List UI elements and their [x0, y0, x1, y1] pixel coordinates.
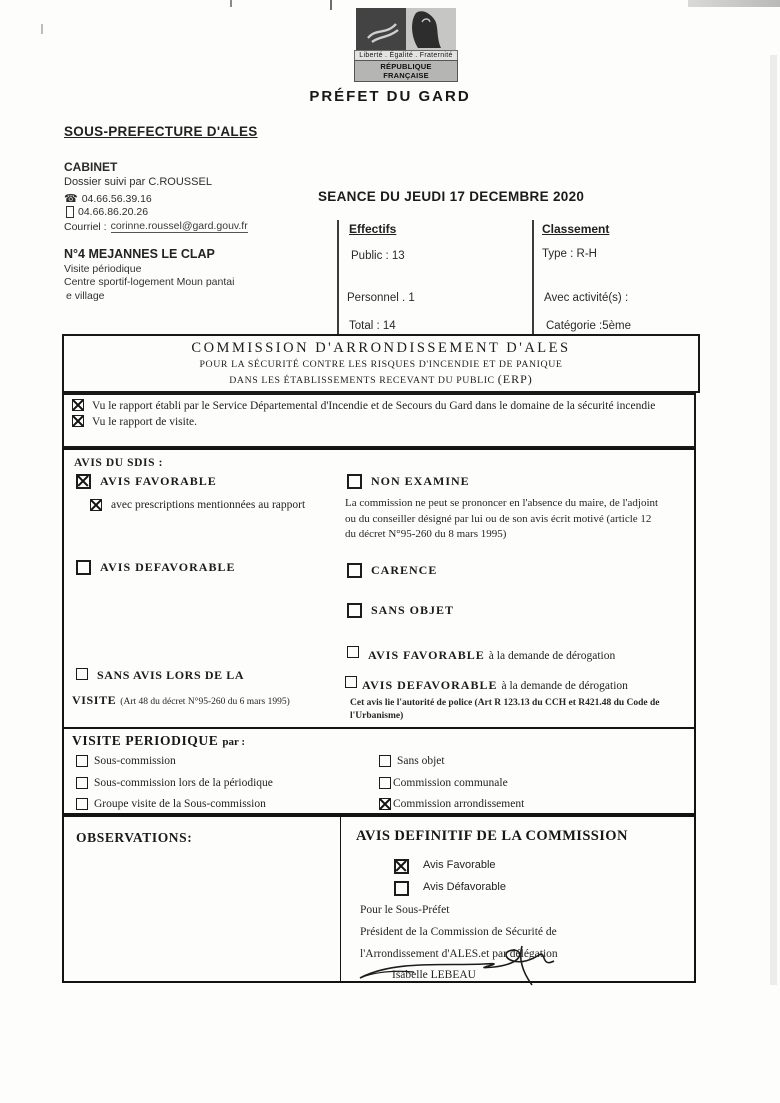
courriel-label: Courriel : [64, 220, 107, 233]
fax-icon [66, 206, 74, 218]
vu-rapport-sdis-row [72, 399, 686, 414]
sans-avis-label: SANS AVIS LORS DE LA [97, 668, 245, 682]
column-divider [340, 817, 341, 981]
sous-prefecture-title: SOUS-PREFECTURE D'ALES [64, 124, 258, 139]
fax-number: 04.66.86.20.26 [78, 206, 149, 218]
cabinet-label: CABINET [64, 160, 118, 174]
vp-commission-arrondissement-row [379, 798, 524, 810]
avis-favorable-row [76, 474, 217, 489]
sans-objet-row [347, 603, 454, 618]
vp-sous-commission-label: Sous-commission [94, 755, 176, 767]
vp-sans-objet-checkbox [379, 755, 391, 767]
observations-avis-box [62, 815, 696, 983]
dossier-suivi-line: Dossier suivi par C.ROUSSEL [64, 176, 212, 188]
courriel-line [64, 220, 248, 233]
vu-rapport-visite-checkbox [72, 415, 84, 427]
avis-definitif-favorable-row [394, 859, 496, 874]
non-examine-row [347, 474, 470, 489]
avis-defavorable-derogation-row [345, 676, 628, 694]
commission-title: COMMISSION D'ARRONDISSEMENT D'ALES [191, 340, 571, 356]
scan-artifact [770, 55, 777, 985]
avis-favorable-checkbox [76, 474, 91, 489]
avis-defavorable-label: AVIS DEFAVORABLE [100, 560, 236, 574]
classement-categorie: Catégorie :5ème [546, 320, 632, 332]
sans-avis-label2: VISITE [72, 693, 117, 707]
avis-defavorable-derogation-main: AVIS DEFAVORABLE [362, 678, 498, 692]
section-divider [64, 727, 694, 729]
sans-avis-ref: (Art 48 du décret N°95-260 du 6 mars 1995) [120, 697, 290, 707]
prescriptions-row [90, 499, 305, 511]
scan-artifact [230, 0, 232, 7]
vp-groupe-visite-label: Groupe visite de la Sous-commission [94, 798, 266, 810]
scan-artifact [41, 24, 43, 34]
visite-periodique-par: par : [222, 736, 246, 748]
derogation-note: Cet avis lie l'autorité de police (Art R 123.13 du CCH et R421.48 du Code de l'Urbanisme) [350, 698, 660, 721]
signataire-name: Isabelle LEBEAU [392, 969, 476, 981]
erp-label: (ERP) [497, 372, 533, 386]
avis-favorable-derogation-checkbox [347, 646, 359, 658]
vp-sans-objet-label: Sans objet [397, 755, 445, 767]
prescriptions-label: avec prescriptions mentionnées au rapport [111, 499, 306, 511]
fax-line [66, 206, 148, 218]
vu-rapport-sdis-checkbox [72, 399, 84, 411]
prefet-du-gard-title: PRÉFET DU GARD [309, 88, 471, 105]
vp-commission-arrondissement-checkbox [379, 798, 391, 810]
visite-periodique-note: Visite périodique [64, 263, 142, 275]
avis-favorable-derogation-suffix: à la demande de dérogation [488, 650, 616, 662]
etablissement-nom-ligne1: Centre sportif-logement Moun pantai [64, 276, 235, 288]
vp-sous-commission-checkbox [76, 755, 88, 767]
vp-sous-commission-periodique-label: Sous-commission lors de la périodique [94, 777, 273, 789]
commission-subtitle-2-text: DANS LES ÉTABLISSEMENTS RECEVANT DU PUBLIC [229, 375, 495, 386]
avis-favorable-derogation-label [368, 646, 615, 664]
classement-type: Type : R-H [542, 248, 597, 260]
avis-definitif-defavorable-row [394, 881, 506, 896]
avis-defavorable-derogation-label [362, 676, 628, 694]
classement-activite: Avec activité(s) : [544, 292, 629, 304]
effectifs-header: Effectifs [349, 222, 397, 236]
vu-rapport-box [62, 393, 696, 448]
non-examine-note: La commission ne peut se prononcer en l'absence du maire, de l'adjoint ou du conseiller désigné par lui ou de son avis écrit motivé (article 12 du décret N°95-260 du 8 mars 1995) [345, 497, 659, 541]
commission-subtitle-2 [64, 372, 698, 387]
phone-icon: ☎ [64, 193, 78, 205]
avis-defavorable-derogation-checkbox [345, 676, 357, 688]
emblem-republic-label: RÉPUBLIQUE FRANÇAISE [354, 60, 458, 82]
courriel-address: corinne.roussel@gard.gouv.fr [110, 220, 248, 232]
effectifs-column [337, 220, 499, 334]
vu-rapport-sdis-label: Vu le rapport établi par le Service Départemental d'Incendie et de Secours du Gard dans le domaine de la sécurité incendie [92, 400, 656, 412]
prescriptions-checkbox [90, 499, 102, 511]
carence-row [347, 563, 437, 578]
vp-commission-communale-row [379, 777, 508, 789]
vp-sous-commission-row [76, 755, 176, 767]
sans-objet-checkbox [347, 603, 362, 618]
vu-rapport-visite-label: Vu le rapport de visite. [92, 415, 198, 428]
sans-avis-checkbox [76, 668, 88, 680]
vp-groupe-visite-row [76, 798, 266, 810]
vp-groupe-visite-checkbox [76, 798, 88, 810]
commission-title-box [62, 334, 700, 393]
observations-heading: OBSERVATIONS: [76, 830, 193, 845]
avis-definitif-favorable-checkbox [394, 859, 409, 874]
non-examine-checkbox [347, 474, 362, 489]
avis-definitif-favorable-label: Avis Favorable [423, 859, 496, 871]
scan-artifact [688, 0, 780, 7]
sans-avis-suite [72, 691, 290, 709]
visite-periodique-heading [72, 732, 245, 750]
republique-francaise-emblem [354, 8, 458, 82]
avis-favorable-derogation-row [347, 646, 615, 664]
vp-sous-commission-periodique-checkbox [76, 777, 88, 789]
marianne-emblem-icon [356, 8, 456, 50]
avis-definitif-heading: AVIS DEFINITIF DE LA COMMISSION [356, 828, 628, 844]
sans-avis-row [76, 668, 244, 683]
president-line-1: Président de la Commission de Sécurité de [360, 926, 557, 938]
etablissement-nom-ligne2: e village [66, 290, 105, 302]
carence-checkbox [347, 563, 362, 578]
avis-sdis-heading: AVIS DU SDIS : [74, 457, 164, 469]
avis-favorable-derogation-main: AVIS FAVORABLE [368, 648, 485, 662]
vp-sous-commission-periodique-row [76, 777, 273, 789]
vu-rapport-visite-row [72, 415, 686, 430]
commission-subtitle-1: POUR LA SÉCURITÉ CONTRE LES RISQUES D'INCENDIE ET DE PANIQUE [199, 359, 563, 370]
non-examine-label: NON EXAMINE [371, 474, 470, 488]
carence-label: CARENCE [371, 563, 438, 577]
avis-defavorable-row [76, 560, 235, 575]
phone-number: 04.66.56.39.16 [81, 192, 152, 205]
scan-artifact [330, 0, 332, 10]
phone-line [64, 192, 152, 205]
effectifs-total: Total : 14 [349, 320, 396, 332]
vp-commission-communale-checkbox [379, 777, 391, 789]
avis-definitif-defavorable-label: Avis Défavorable [423, 881, 506, 893]
etablissement-numero: N°4 MEJANNES LE CLAP [64, 247, 215, 261]
vp-commission-arrondissement-label: Commission arrondissement [393, 798, 525, 810]
seance-title: SEANCE DU JEUDI 17 DECEMBRE 2020 [318, 189, 585, 204]
avis-sdis-box [62, 448, 696, 815]
vp-sans-objet-row [379, 755, 445, 767]
effectifs-public: Public : 13 [351, 250, 405, 262]
vp-commission-communale-label: Commission communale [393, 777, 508, 789]
president-line-2: l'Arrondissement d'ALES.et par délégation [360, 948, 558, 960]
avis-definitif-defavorable-checkbox [394, 881, 409, 896]
effectifs-personnel: Personnel . 1 [347, 292, 415, 304]
avis-defavorable-checkbox [76, 560, 91, 575]
visite-periodique-title: VISITE PERIODIQUE [72, 733, 219, 748]
classement-header: Classement [542, 222, 610, 236]
emblem-motto: Liberté . Égalité . Fraternité [354, 50, 458, 60]
avis-defavorable-derogation-suffix: à la demande de dérogation [501, 680, 628, 692]
avis-favorable-label: AVIS FAVORABLE [100, 474, 217, 488]
pour-sous-prefet-line: Pour le Sous-Préfet [360, 904, 450, 916]
classement-column [532, 220, 714, 334]
sans-objet-label: SANS OBJET [371, 603, 455, 617]
